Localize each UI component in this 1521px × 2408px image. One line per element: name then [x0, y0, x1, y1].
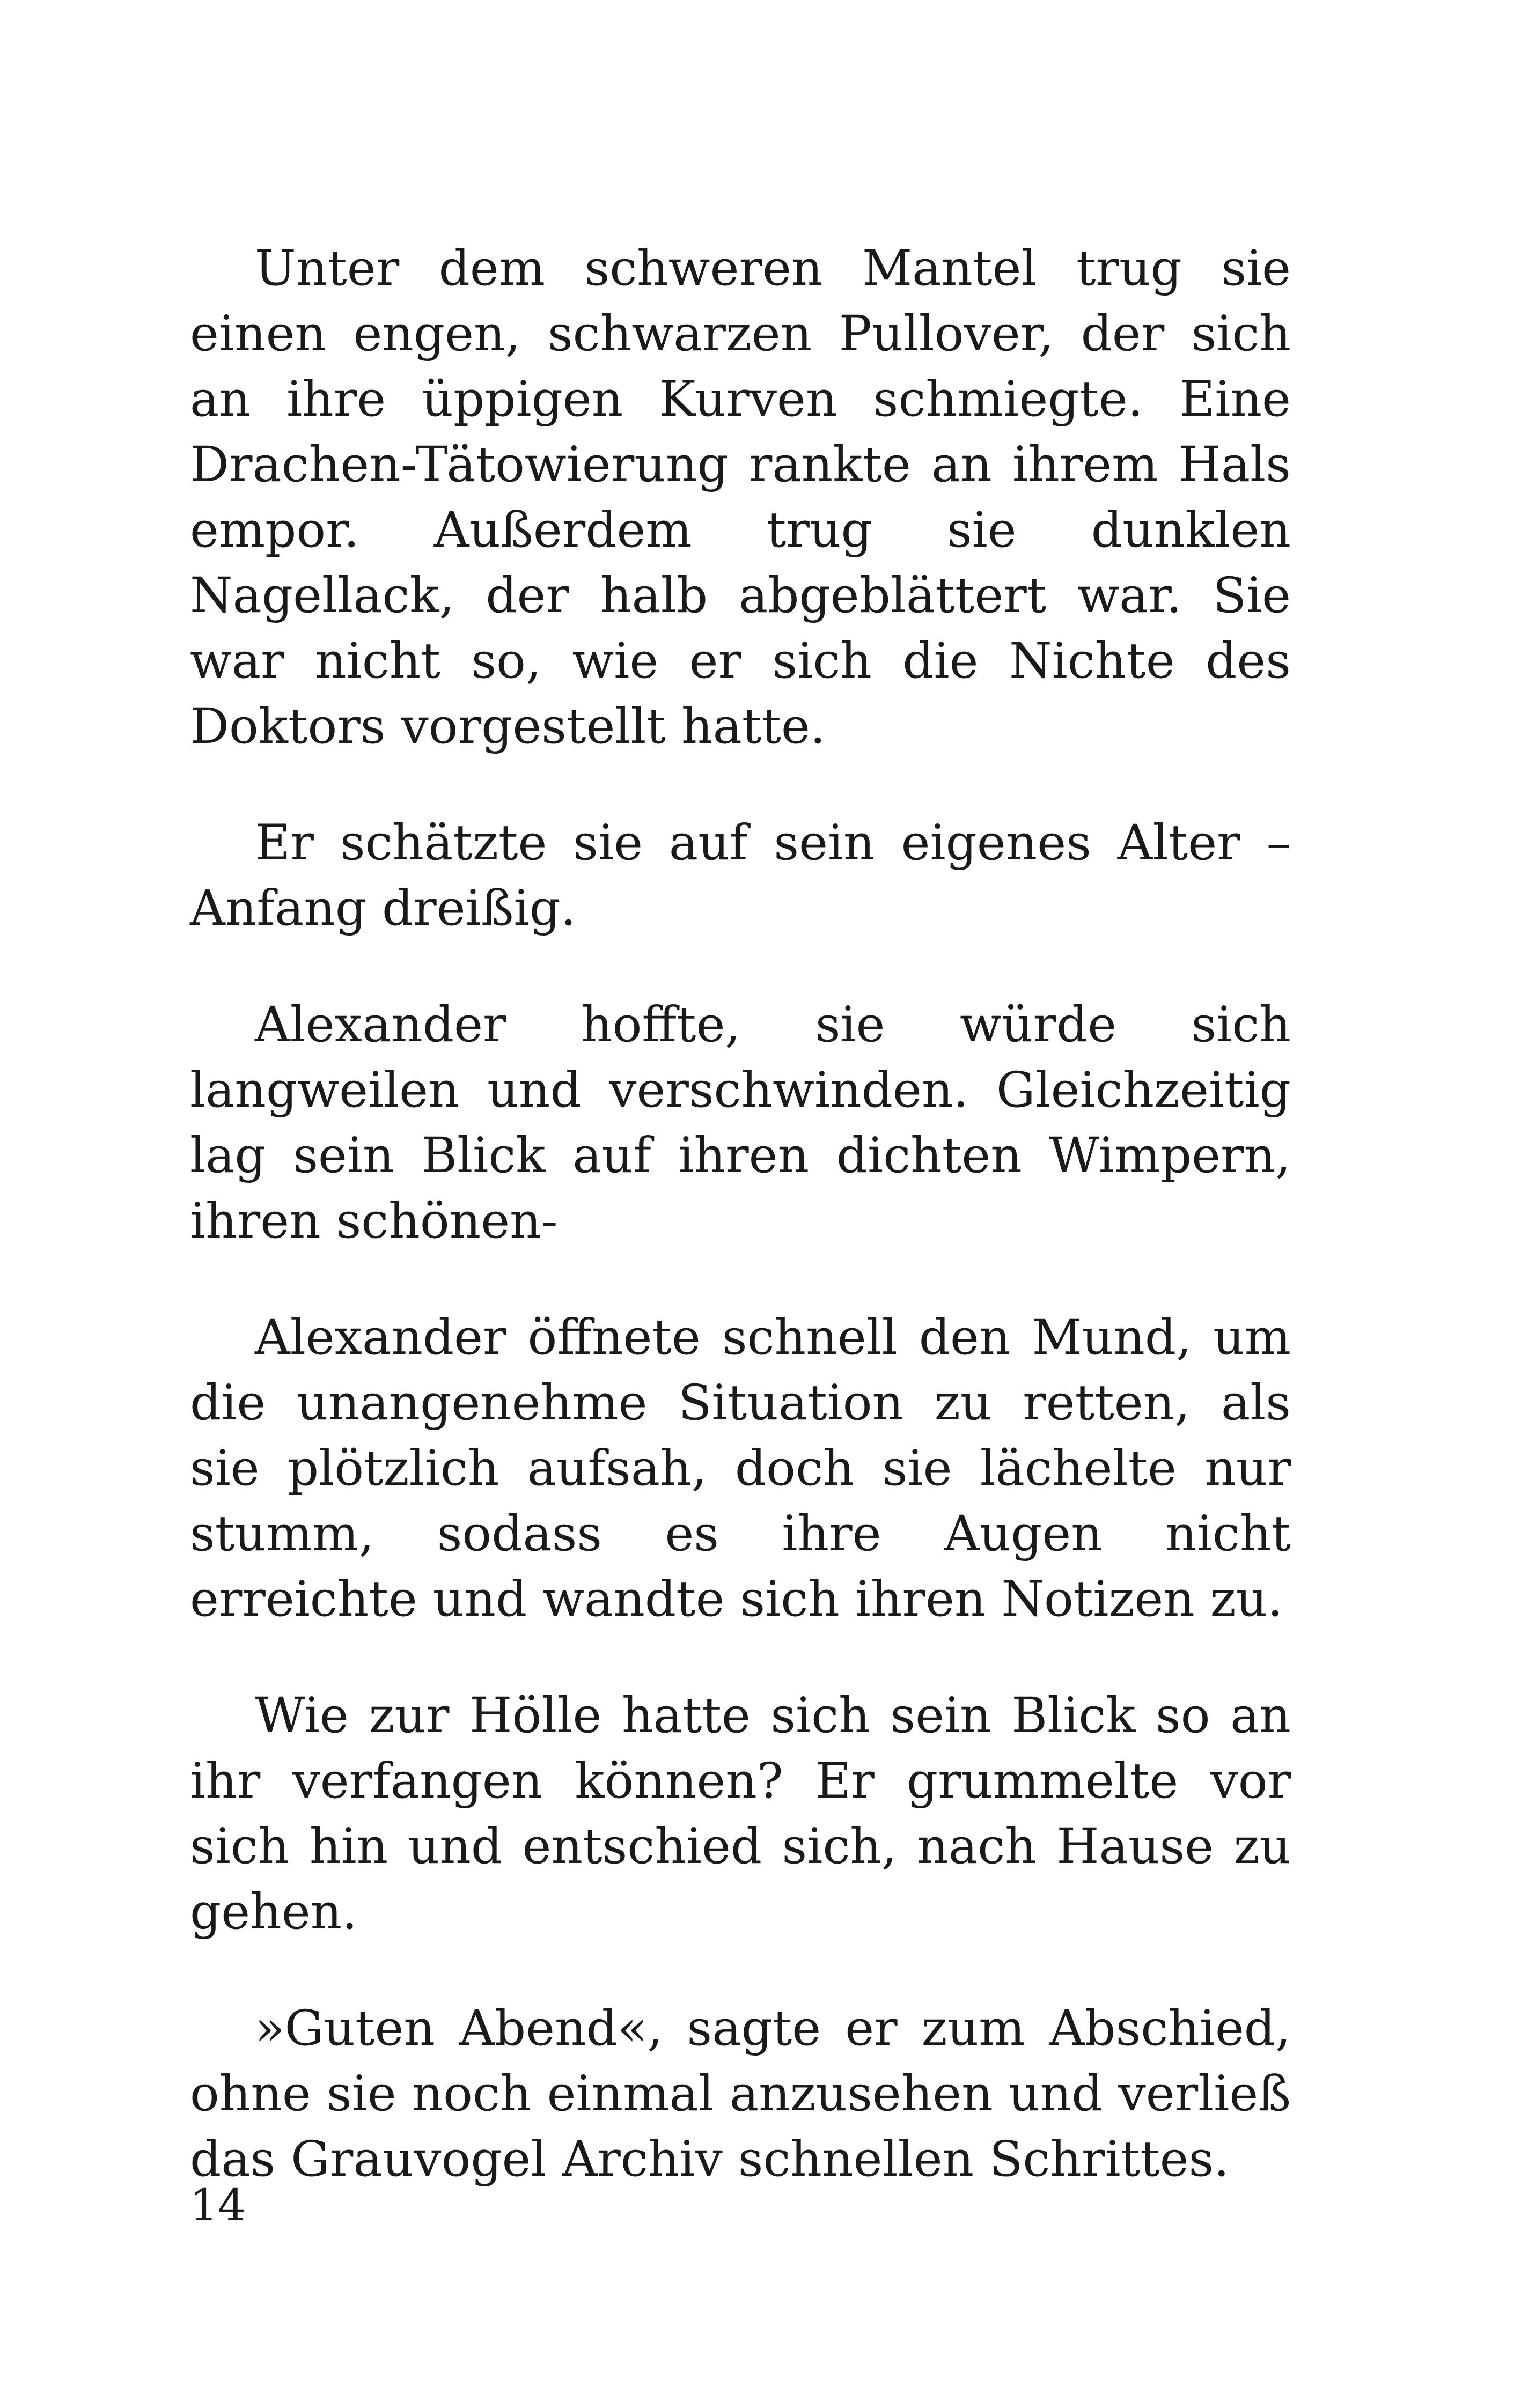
paragraph-2: Er schätzte sie auf sein eigenes Alter – Anfang dreißig. — [190, 815, 1291, 937]
paragraph-5: Wie zur Hölle hatte sich sein Blick so an ihr verfangen können? Er grummelte vor sich hin und entschied sich, nach Hause zu gehen. — [190, 1688, 1291, 1940]
paragraph-1: Unter dem schweren Mantel trug sie einen engen, schwarzen Pullover, der sich an ihre üppigen Kurven schmiegte. Eine Drachen-Tätowierung rankte an ihrem Hals empor. Außerdem trug sie dunklen Nagellack, der halb abgeblättert war. Sie war nicht so, wie er sich die Nichte des Doktors vorgestellt hatte. — [190, 240, 1291, 755]
page-number: 14 — [190, 2180, 246, 2231]
paragraph-4: Alexander öffnete schnell den Mund, um die unangenehme Situation zu retten, als sie plötzlich aufsah, doch sie lächelte nur stumm, sodass es ihre Augen nicht erreichte und wandte sich ihren Notizen zu. — [190, 1309, 1291, 1628]
page-body — [190, 236, 1291, 2243]
paragraph-6: »Guten Abend«, sagte er zum Abschied, ohne sie noch einmal anzusehen und verließ das Grauvogel Archiv schnellen Schrittes. — [190, 2000, 1291, 2188]
paragraph-3: Alexander hoffte, sie würde sich langweilen und verschwinden. Gleichzeitig lag sein Blick auf ihren dichten Wimpern, ihren schönen- — [190, 997, 1291, 1249]
